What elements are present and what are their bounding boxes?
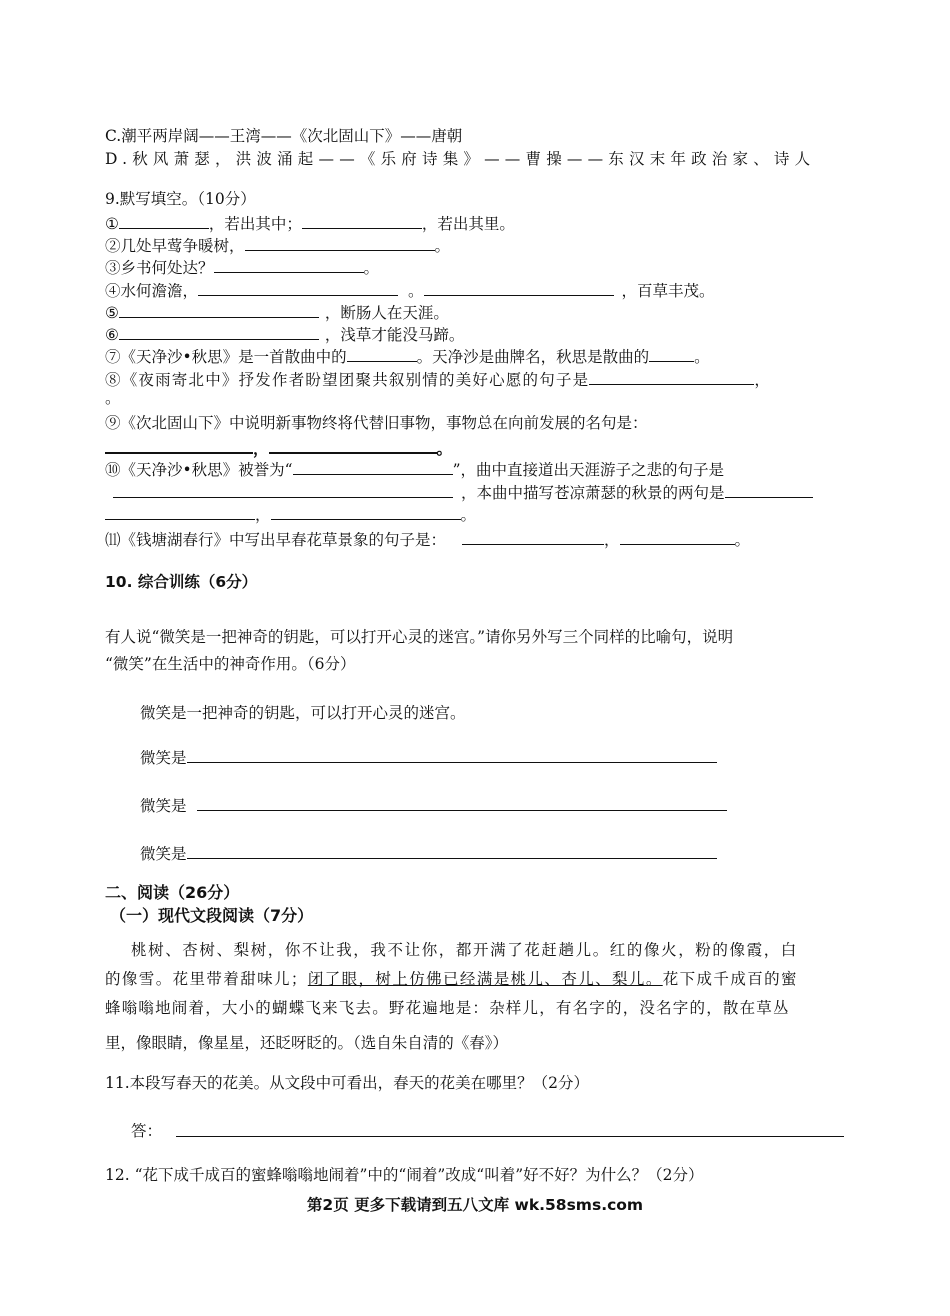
q9-item-11-end: 。 <box>734 531 751 549</box>
q9-item-10-mid: ”，曲中直接道出天涯游子之悲的句子是 <box>452 461 725 479</box>
q9-item-7-text: ⑦《天净沙•秋思》是一首散曲中的 <box>105 348 347 366</box>
q10-smile-1 <box>140 746 717 768</box>
blank-8a[interactable] <box>589 368 754 385</box>
q10-smile-3 <box>140 842 717 864</box>
q9-item-5 <box>105 301 449 323</box>
q10-smile-2 <box>140 794 727 816</box>
q9-item-8-text: ⑧《夜雨寄北中》抒发作者盼望团聚共叙别情的美好心愿的句子是 <box>105 371 590 389</box>
q9-item-7-end: 。 <box>694 348 710 366</box>
blank-10a[interactable] <box>293 458 453 475</box>
q10-smile-2-label: 微笑是 <box>140 797 187 815</box>
q9-item-7 <box>105 345 710 367</box>
q10-prompt-line1: 有人说“微笑是一把神奇的钥匙，可以打开心灵的迷宫。”请你另外写三个同样的比喻句，说明 <box>105 628 734 646</box>
q12-text: 12. “花下成千成百的蜜蜂嗡嗡地闹着”中的“闹着”改成“叫着”好不好？为什么？（2分） <box>105 1166 704 1184</box>
blank-5[interactable] <box>119 301 319 318</box>
blank-6[interactable] <box>119 323 319 340</box>
passage-line-1: 桃树、杏树、梨树，你不让我，我不让你，都开满了花赶趟儿。红的像火，粉的像霞，白 <box>131 941 798 959</box>
q9-item-9-blanks <box>105 436 452 459</box>
q9-item-1-label: ① <box>105 215 119 233</box>
q9-item-6 <box>105 323 464 345</box>
blank-9b[interactable] <box>269 436 437 454</box>
passage-line-4: 里，像眼睛，像星星，还眨呀眨的。（选自朱自清的《春》） <box>105 1034 509 1052</box>
q9-item-11-comma: ， <box>604 531 620 549</box>
page-footer: 第2页 更多下载请到五八文库 wk.58sms.com <box>306 1196 644 1214</box>
q9-item-3 <box>105 256 379 278</box>
smile-answer-2[interactable] <box>197 794 727 811</box>
passage-line-3: 蜂嗡嗡地闹着，大小的蝴蝶飞来飞去。野花遍地是：杂样儿，有名字的，没名字的，散在草丛 <box>105 999 790 1017</box>
q9-item-10-line2 <box>105 481 813 503</box>
q9-item-1-text: ，若出其中； <box>208 215 302 233</box>
q9-item-11-text: ⑾《钱塘湖春行》中写出早春花草景象的句子是： <box>105 531 447 549</box>
q9-item-4-sep: 。 <box>408 282 424 300</box>
q9-item-4 <box>105 279 715 301</box>
q9-item-2-end: 。 <box>434 237 451 255</box>
q9-item-9-comma: ， <box>253 440 269 458</box>
blank-11b[interactable] <box>620 528 735 545</box>
section-2-title: 二、阅读（26分） <box>105 883 240 902</box>
q9-item-7-mid: 。天净沙是曲牌名，秋思是散曲的 <box>416 348 650 366</box>
passage-line-2-b: 花下成千成百的蜜 <box>662 970 798 988</box>
q8-option-c: C.潮平两岸阔——王湾——《次北固山下》——唐朝 <box>105 127 463 145</box>
q9-item-10-comma: ， <box>255 506 271 524</box>
q9-item-10 <box>105 458 724 480</box>
q9-title: 9.默写填空。（10分） <box>105 190 256 208</box>
q9-item-5-label: ⑤ <box>105 304 119 322</box>
q11-answer-label: 答： <box>131 1122 163 1140</box>
q9-item-4-text: ④水何澹澹， <box>105 282 199 300</box>
q9-item-11 <box>105 528 750 550</box>
blank-10e[interactable] <box>271 503 461 520</box>
q9-item-6-label: ⑥ <box>105 326 119 344</box>
smile-answer-3[interactable] <box>187 842 717 859</box>
q10-example: 微笑是一把神奇的钥匙，可以打开心灵的迷宫。 <box>140 704 466 722</box>
blank-11a[interactable] <box>462 528 604 545</box>
q9-item-10-line3 <box>105 503 476 525</box>
q10-smile-3-label: 微笑是 <box>140 845 187 863</box>
smile-answer-1[interactable] <box>187 746 717 763</box>
blank-4b[interactable] <box>424 279 614 296</box>
q9-item-9-end: 。 <box>436 440 453 458</box>
blank-10d[interactable] <box>105 503 255 520</box>
blank-2[interactable] <box>245 234 435 251</box>
q9-item-6-text: ，浅草才能没马蹄。 <box>324 326 465 344</box>
q9-item-8 <box>105 368 771 390</box>
blank-1a[interactable] <box>119 212 209 229</box>
q10-title: 10. 综合训练（6分） <box>105 573 258 591</box>
q9-item-10-text: ⑩《天净沙•秋思》被誉为“ <box>105 461 293 479</box>
q9-item-10-end: 。 <box>460 506 477 524</box>
q9-item-2 <box>105 234 450 256</box>
q10-smile-1-label: 微笑是 <box>140 749 187 767</box>
q9-item-2-text: ②几处早莺争暖树， <box>105 237 245 255</box>
q9-item-5-text: ，断肠人在天涯。 <box>324 304 449 322</box>
q9-item-8-end: 。 <box>105 389 121 407</box>
blank-10b[interactable] <box>113 481 453 498</box>
q9-item-1 <box>105 212 515 234</box>
q9-item-1-end: ，若出其里。 <box>421 215 515 233</box>
q9-item-3-end: 。 <box>363 259 380 277</box>
section-2-subtitle: （一）现代文段阅读（7分） <box>110 906 314 925</box>
q11-text: 11.本段写春天的花美。从文段中可看出，春天的花美在哪里？（2分） <box>105 1074 590 1092</box>
blank-9a[interactable] <box>105 436 253 454</box>
blank-7a[interactable] <box>347 345 417 362</box>
q9-item-9: ⑨《次北固山下》中说明新事物终将代替旧事物，事物总在向前发展的名句是： <box>105 414 648 432</box>
q9-item-8-comma: ， <box>754 371 772 389</box>
q9-item-10-text2: ，本曲中描写苍凉萧瑟的秋景的两句是 <box>461 484 725 502</box>
q11-answer-line[interactable] <box>176 1136 844 1137</box>
blank-10c[interactable] <box>725 481 813 498</box>
q10-prompt-line2: “微笑”在生活中的神奇作用。（6分） <box>105 655 356 673</box>
blank-4a[interactable] <box>198 279 398 296</box>
passage-line-2 <box>105 969 798 989</box>
passage-underlined: 闭了眼，树上仿佛已经满是桃儿、杏儿、梨儿。 <box>307 970 663 988</box>
blank-1b[interactable] <box>302 212 422 229</box>
q9-item-3-text: ③乡书何处达？ <box>105 259 214 277</box>
q9-item-4-end: ，百草丰茂。 <box>621 282 715 300</box>
q8-option-d: D.秋风萧瑟，洪波涌起——《乐府诗集》——曹操——东汉末年政治家、诗人 <box>105 150 816 168</box>
passage-line-2-a: 的像雪。花里带着甜味儿； <box>105 970 308 988</box>
blank-3[interactable] <box>214 256 364 273</box>
blank-7b[interactable] <box>649 345 694 362</box>
